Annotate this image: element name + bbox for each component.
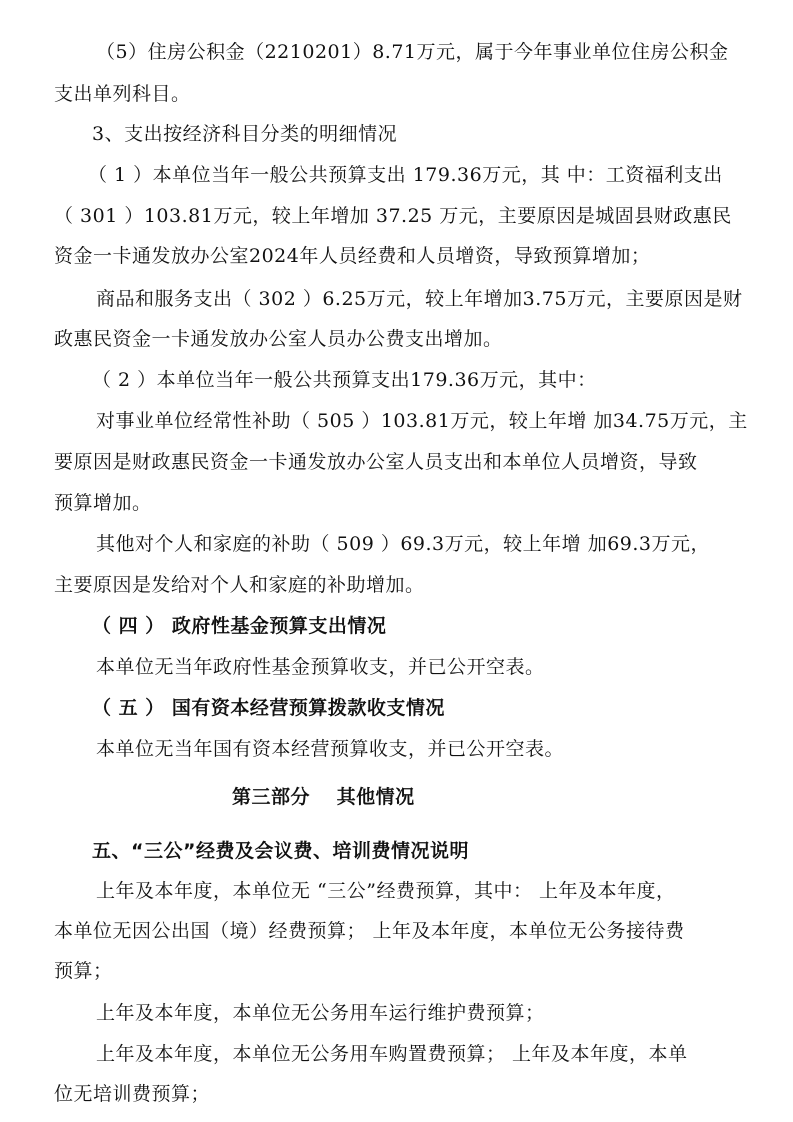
paragraph-line: 上年及本年度，本单位无 “三公”经费预算，其中： 上年及本年度， <box>96 880 676 902</box>
paragraph-line: （5）住房公积金（2210201）8.71万元，属于今年事业单位住房公积金 <box>96 41 729 63</box>
paragraph-line: 主要原因是发给对个人和家庭的补助增加。 <box>54 574 425 596</box>
section-heading: （ 四 ） 政府性基金预算支出情况 <box>92 615 387 637</box>
section-subheading: 3、支出按经济科目分类的明细情况 <box>92 123 398 145</box>
paragraph-line: 预算； <box>54 960 113 982</box>
paragraph-line: 资金一卡通发放办公室2024年人员经费和人员增资，导致预算增加； <box>54 245 651 267</box>
paragraph-line: 位无培训费预算； <box>54 1083 211 1105</box>
section-heading: 五、“三公”经费及会议费、培训费情况说明 <box>92 840 469 862</box>
paragraph-line: 本单位无因公出国（境）经费预算； 上年及本年度，本单位无公务接待费 <box>54 920 685 942</box>
paragraph-line: 本单位无当年国有资本经营预算收支，并已公开空表。 <box>96 738 565 760</box>
paragraph-line: （ 2 ）本单位当年一般公共预算支出179.36万元，其中： <box>92 369 597 391</box>
part-title: 第三部分 其他情况 <box>232 786 415 808</box>
paragraph-line: 政惠民资金一卡通发放办公室人员办公费支出增加。 <box>54 328 503 350</box>
paragraph-line: 要原因是财政惠民资金一卡通发放办公室人员支出和本单位人员增资，导致 <box>54 451 698 473</box>
paragraph-line: 商品和服务支出（ 302 ）6.25万元，较上年增加3.75万元，主要原因是财 <box>96 288 743 310</box>
section-heading: （ 五 ） 国有资本经营预算拨款收支情况 <box>92 697 445 719</box>
paragraph-line: 支出单列科目。 <box>54 83 191 105</box>
paragraph-line: 上年及本年度，本单位无公务用车购置费预算； 上年及本年度，本单 <box>96 1043 688 1065</box>
paragraph-line: （ 1 ）本单位当年一般公共预算支出 179.36万元，其 中：工资福利支出 <box>88 164 723 186</box>
paragraph-line: （ 301 ）103.81万元，较上年增加 37.25 万元，主要原因是城固县财政惠民 <box>54 205 732 227</box>
paragraph-line: 对事业单位经常性补助（ 505 ）103.81万元，较上年增 加34.75万元，主 <box>96 410 748 432</box>
paragraph-line: 本单位无当年政府性基金预算收支，并已公开空表。 <box>96 656 545 678</box>
paragraph-line: 上年及本年度，本单位无公务用车运行维护费预算； <box>96 1002 545 1024</box>
paragraph-line: 其他对个人和家庭的补助（ 509 ）69.3万元，较上年增 加69.3万元， <box>96 533 710 555</box>
paragraph-line: 预算增加。 <box>54 492 152 514</box>
